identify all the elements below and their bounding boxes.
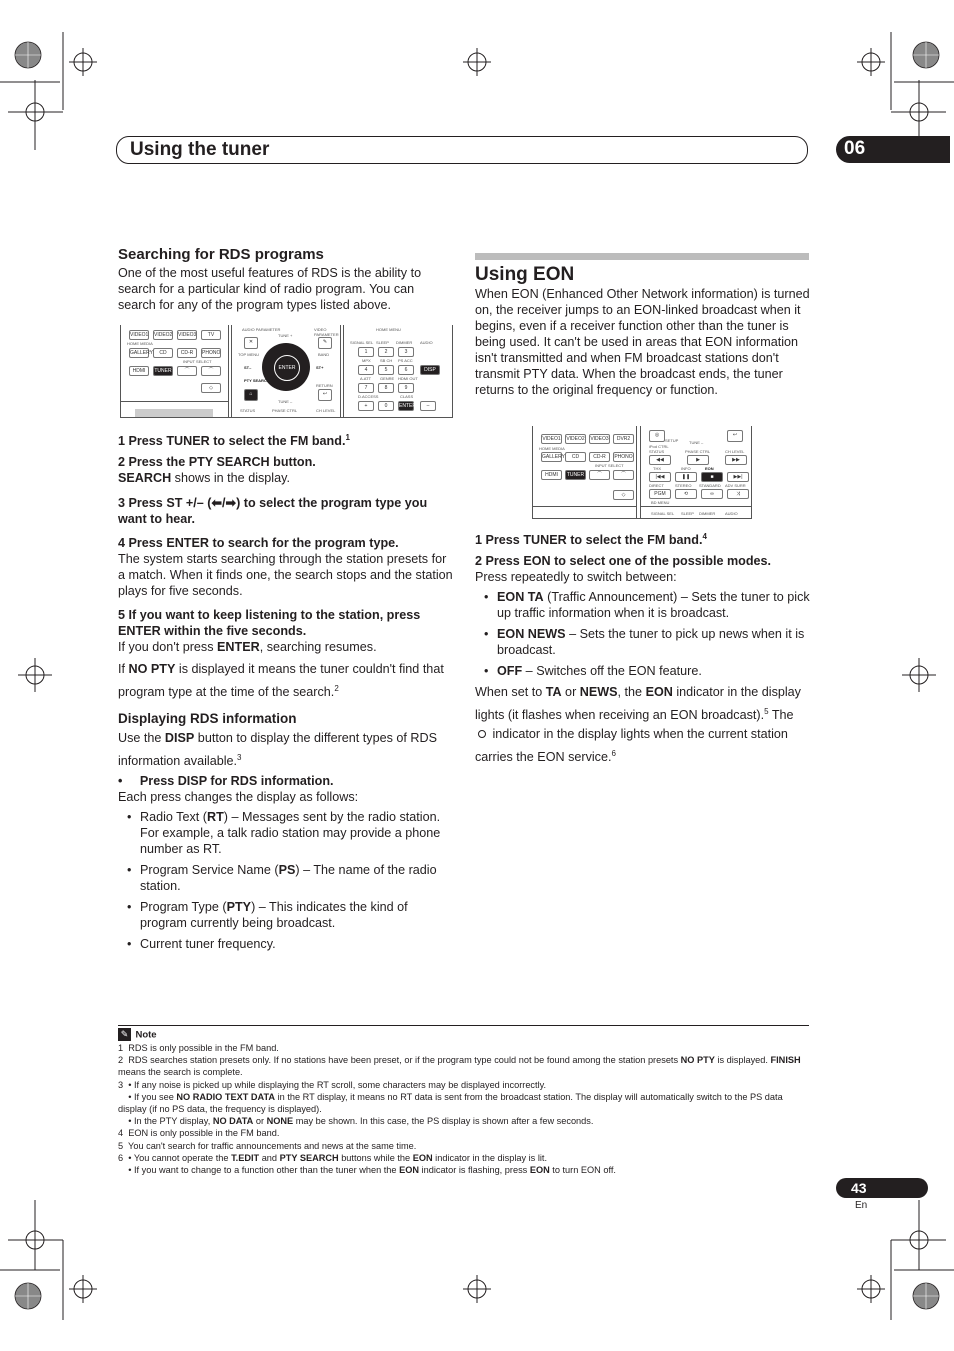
phono-button: PHONO [614,454,633,460]
tune-plus-label: TUNE + [278,333,293,338]
sbch-label: SB CH [380,358,393,363]
daccess-label: D.ACCESS [358,394,379,399]
footnotes [118,1042,809,1176]
stereo-label: STEREO [675,483,692,488]
dvr2-button: DVR2 [613,434,634,444]
return-icon: ↩ [727,430,743,442]
st-minus-label: ST– [244,365,252,370]
phase-ctrl-label: PHASE CTRL [272,408,298,413]
section-rule [475,253,809,260]
audio-parameter-label: AUDIO PARAMETER [242,327,281,332]
class-label: CLASS [400,394,414,399]
footnote-line: 6 • You cannot operate the T.EDIT and PTY SEARCH buttons while the EON indicator in the display is lit. [118,1152,548,1163]
input-right-button: ⌒ [613,470,634,480]
key-7: 7 [358,383,374,393]
band-label: BAND [318,352,330,357]
footnote-line: • If you see NO RADIO TEXT DATA in the RT display, it means no RT data is sent from the broadcast station. The display will automatically switch to the PS data display (if no PS data, the frequency is displayed). [118,1091,786,1115]
footnote-line: • In the PTY display, NO DATA or NONE may be shown. In this case, the PS display is shown after a few seconds. [118,1116,594,1127]
key-4: 4 [358,365,374,375]
input-left-button: ⌒ [589,470,610,480]
cdr-button: CD-R [177,348,197,358]
section-heading-display-rds: Displaying RDS information [118,711,297,726]
info-label: INFO [681,466,691,471]
fast-forward-icon: ▶▶ [725,455,747,465]
thx-label: THX [653,466,661,471]
shuffle-icon: ⤨ [727,489,749,499]
arrow-right-icon: ➡ [225,496,237,510]
step-5-left-body: If you don't press ENTER, searching resumes. [118,640,377,654]
status-label: STATUS [649,449,665,454]
video2-button: VIDEO2 [154,332,173,338]
dimmer-label: DIMMER [699,511,716,516]
input-select-label: INPUT SELECT [595,463,624,468]
setup-icon: ◎ [649,430,665,442]
note-header [118,1026,157,1040]
video3-button: VIDEO3 [590,436,609,442]
audio-label: AUDIO [420,340,433,345]
top-menu-label: TOP MENU [238,352,259,357]
step-5-left: 5 If you want to keep listening to the station, press ENTER within the five seconds. [118,608,421,638]
enter-button: ENTER [274,355,300,381]
setup-label: SETUP [665,438,679,443]
eon-button-highlight: ■ [701,472,723,482]
ipod-ctrl-label: iPod CTRL [649,444,669,449]
key-1: 1 [358,347,374,357]
step-2-right: 2 Press EON to select one of the possible modes. [475,554,772,568]
receiver-button: ◇ [201,383,221,393]
eon-label: EON [705,466,714,471]
step-4-left-body: The system starts searching through the station presets for a match. When it finds one, the search stops and the station plays for five seconds. [118,552,453,598]
tune-minus-label: TUNE – [689,440,704,445]
disp-button-highlight: DISP [420,365,440,375]
input-left-button: ⌒ [177,366,197,376]
section-heading-eon: Using EON [475,264,575,285]
eon-intro: When EON (Enhanced Other Network information) is turned on, the receiver jumps to an EON-linked broadcast when it begins, even if a receiver function other than the tuner is being used. It can't be used in areas that EON information isn't transmitted and when FM broadcast stations don't transmit PTY data. When the broadcast ends, the tuner returns to the original frequency or function. [475,287,810,397]
tune-minus-label: TUNE – [278,399,293,404]
chapter-badge [836,136,950,163]
rewind-icon: ◀◀ [649,455,671,465]
plus-key: + [358,401,374,411]
no-pty-paragraph: If NO PTY is displayed it means the tuner couldn't find that program type at the time of the search.$^2$ [118,662,444,700]
aatt-label: A.ATT [360,376,372,381]
pty-search-label: PTY SEARCH [244,378,270,383]
home-menu-icon: ⌂ [244,389,258,401]
cd-button: CD [153,348,173,358]
step-2-left: 2 Press the PTY SEARCH button. [118,455,316,469]
mpx-label: MPX [362,358,371,363]
key-9: 9 [398,383,414,393]
sleep-label: SLEEP [376,340,389,345]
genre-label: GENRE [380,376,395,381]
hdmiout-label: HDMI OUT [398,376,418,381]
video-parameter-label: VIDEO PARAMETER [314,327,339,337]
cd-button: CD [565,452,586,462]
phase-ctrl-label: PHASE CTRL [685,449,711,454]
video1-button: VIDEO1 [542,436,561,442]
standard-label: STANDARD [699,483,721,488]
disp-intro: Use the DISP button to display the different types of RDS information available.$^3$ [118,731,438,769]
notes-rule [118,1025,809,1026]
previous-icon: |◀◀ [649,472,671,482]
note-label: Note [135,1029,157,1041]
status-label: STATUS [240,408,256,413]
st-plus-label: ST+ [316,365,324,370]
home-menu-label: HOME MENU [376,327,401,332]
adv-surr-label: ADV SURR [725,483,746,488]
step-2-right-body: Press repeatedly to switch between: [475,570,677,584]
eon-modes-list [475,589,811,684]
eon-closing: When set to TA or NEWS, the EON indicator in the display lights (it flashes when receiving an EON broadcast).$^5$ The indicator in the display lights when the current station carries the EON service.$^6$ [475,685,801,765]
video3-button: VIDEO3 [178,332,197,338]
chapter-number: 06 [844,138,866,159]
sleep-label: SLEEP [681,511,694,516]
step-1-left: 1 Press TUNER to select the FM band.$^1$ [118,433,350,449]
video2-button: VIDEO2 [566,436,585,442]
key-2: 2 [378,347,394,357]
home-media-label: HOME MEDIA [127,341,153,346]
step-3-left: 3 Press ST +/– (⬅/➡) to select the program type you want to hear. [118,496,428,526]
key-8: 8 [378,383,394,393]
tools-icon: ✎ [318,337,332,349]
list-item: • OFF – Switches off the EON feature. [475,663,811,679]
input-select-label: INPUT SELECT [183,359,212,364]
gallery-button: GALLERY [130,350,153,356]
loop-icon: ∞ [701,489,723,499]
page-number-badge [836,1178,928,1198]
page-title: Using the tuner [130,139,270,160]
list-item: • Current tuner frequency. [118,936,453,952]
note-icon: ✎ [118,1028,131,1041]
return-icon: ↩ [318,389,332,401]
rds-display-list [118,809,453,957]
list-item: • EON NEWS – Sets the tuner to pick up news when it is broadcast. [475,626,811,658]
home-media-label: HOME MEDIA [539,446,565,451]
next-icon: ▶▶| [727,472,749,482]
gallery-button: GALLERY [542,454,565,460]
ch-level-label: CH LEVEL [725,449,745,454]
hdmi-button: HDMI [541,470,562,480]
return-label: RETURN [316,383,333,388]
footnote-line: • If you want to change to a function other than the tuner when the EON indicator is flashing, press EON to turn EON off. [118,1165,616,1176]
repeat-icon: ⟲ [675,489,697,499]
disp-step: • Press DISP for RDS information. [118,774,334,788]
x-icon: ✕ [244,337,258,349]
key-6: 6 [398,365,414,375]
remote-illustration-eon [532,426,752,519]
circle-indicator-icon [478,730,486,738]
step-4-left: 4 Press ENTER to search for the program type. [118,536,399,550]
footnote-line: 2 RDS searches station presets only. If no stations have been preset, or if the program type could not be found among the station presets NO PTY is displayed. FINISH means the search is complete. [118,1055,804,1078]
pause-icon: ❚❚ [675,472,697,482]
phono-button: PHONO [202,350,221,356]
tv-button: TV [201,330,221,340]
step-1-right: 1 Press TUNER to select the FM band.$^4$ [475,532,707,548]
input-right-button: ⌒ [201,366,221,376]
list-item: • Program Service Name (PS) – The name of the radio station. [118,862,453,894]
list-item: • Radio Text (RT) – Messages sent by the radio station. For example, a talk radio station may provide a phone number as RT. [118,809,453,857]
rds-intro: One of the most useful features of RDS is the ability to search for a particular kind of radio program. You can search for any of the program types listed above. [118,266,422,312]
footnote-line: 3 • If any noise is picked up while displaying the RT scroll, some characters may be displayed incorrectly. [118,1079,547,1090]
arrow-left-icon: ⬅ [211,496,223,510]
enter-key: ENTER [399,403,416,409]
footnote-line: 4 EON is only possible in the FM band. [118,1128,280,1139]
psacc-label: PS ACC [398,358,413,363]
key-5: 5 [378,365,394,375]
footnote-line: 1 RDS is only possible in the FM band. [118,1043,279,1053]
disp-step-body: Each press changes the display as follows: [118,790,359,804]
audio-label: AUDIO [725,511,738,516]
dimmer-label: DIMMER [396,340,413,345]
key-3: 3 [398,347,414,357]
remote-illustration-pty [120,325,453,418]
play-icon: ▶ [687,455,709,465]
tuner-button-highlight: TUNER [154,368,172,374]
cdr-button: CD-R [589,452,610,462]
video1-button: VIDEO1 [130,332,149,338]
bd-menu-label: BD MENU [651,500,670,505]
tuner-button-highlight: TUNER [566,472,585,478]
minus-key: – [420,401,436,411]
header-bar [116,136,808,164]
section-heading-rds-search: Searching for RDS programs [118,246,324,263]
list-item: • Program Type (PTY) – This indicates the kind of program currently being broadcast. [118,899,453,931]
footnote-line: 5 You can't search for traffic announcements and news at the same time. [118,1140,417,1151]
direct-label: DIRECT [649,483,664,488]
hdmi-button: HDMI [129,366,149,376]
signal-sel-label: SIGNAL SEL [651,511,675,516]
list-item: • EON TA (Traffic Announcement) – Sets the tuner to pick up traffic information when it is broadcast. [475,589,811,621]
language-label: En [855,1200,868,1211]
receiver-button: ◇ [613,490,634,500]
pgm-button: PGM [649,489,671,499]
key-0: 0 [378,401,394,411]
ch-level-label: CH LEVEL [316,408,336,413]
page-number: 43 [851,1180,867,1196]
step-2-left-body: SEARCH shows in the display. [118,471,290,485]
signal-sel-label: SIGNAL SEL [350,340,374,345]
